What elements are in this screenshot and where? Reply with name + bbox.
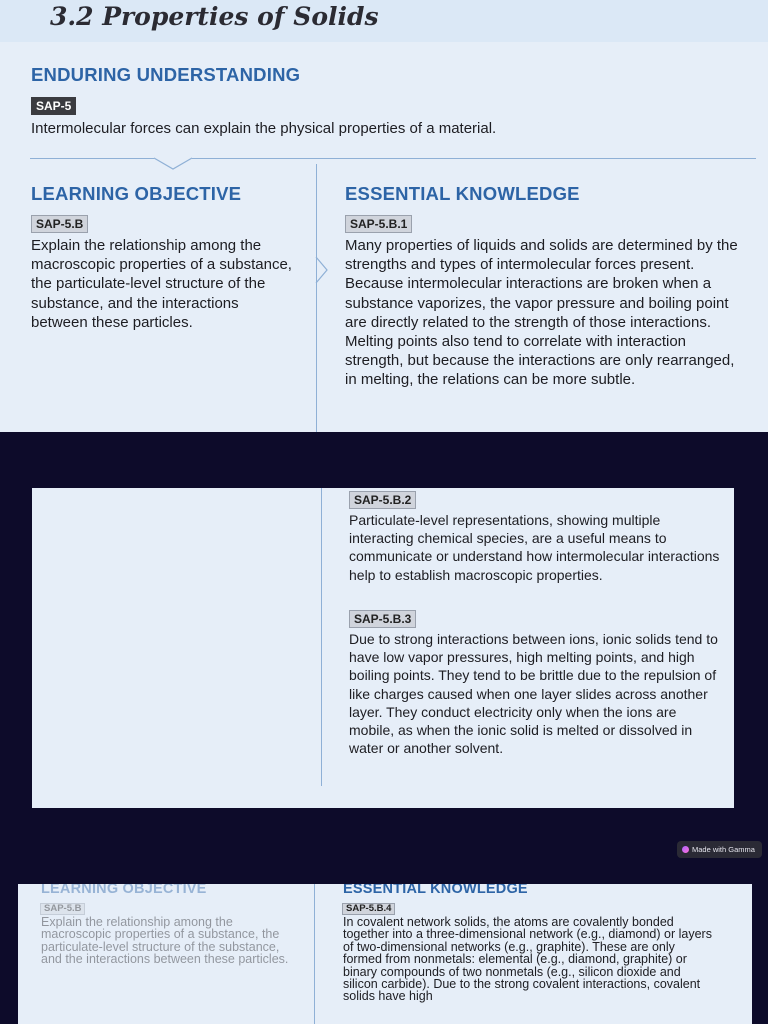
ek-text-4: In covalent network solids, the atoms are covalently bonded together into a three-dimensional network (e.g., diamond) or layers of two-dimensional networks (e.g., graphite). These are only formed from nonmetals: elemental (e.g., diamond, graphite) or binary compounds of two nonmetals (e.g., silicon dioxide and silicon carbide). Due to the strong covalent interactions, covalent solids have high xyxy=(343,915,712,1004)
ek-code-4: SAP-5.B.4 xyxy=(342,903,395,915)
divider-left xyxy=(30,158,154,159)
ek-code-2: SAP-5.B.2 xyxy=(349,491,416,509)
slide-3 xyxy=(18,884,752,1024)
ek-text-2: Particulate-level representations, showing multiple interacting chemical species, are a useful means to communicate or understand how intermolecular interactions help to establish macroscopic properties. xyxy=(349,512,720,583)
learning-objective-text: Explain the relationship among the macroscopic properties of a substance, the particulate-level structure of the substance, and the interactions between these particles. xyxy=(31,237,292,331)
learning-objective-heading: LEARNING OBJECTIVE xyxy=(31,183,242,204)
essential-knowledge-heading-3: ESSENTIAL KNOWLEDGE xyxy=(343,884,528,897)
slide-1 xyxy=(0,0,768,432)
page-title: 3.2 Properties of Solids xyxy=(50,2,379,31)
enduring-text: Intermolecular forces can explain the physical properties of a material. xyxy=(31,120,497,137)
divider-notch xyxy=(150,152,196,172)
learning-objective-heading-3: LEARNING OBJECTIVE xyxy=(41,884,207,897)
divider-right xyxy=(192,158,756,159)
ek-code-3: SAP-5.B.3 xyxy=(349,610,416,628)
learning-objective-code-3: SAP-5.B xyxy=(40,903,85,915)
made-with-gamma-badge[interactable] xyxy=(677,841,762,858)
learning-objective-code: SAP-5.B xyxy=(31,215,88,233)
ek-text-1: Many properties of liquids and solids are determined by the strengths and types of intermolecular forces present. Because intermolecular interactions are broken when a substance vaporizes, the vapor pressure and boiling point are directly related to the strength of those interactions. Melting points also tend to correlate with interaction strength, but because the interactions are only rearranged, in melting, the relations can be more subtle. xyxy=(345,237,738,389)
essential-knowledge-heading: ESSENTIAL KNOWLEDGE xyxy=(345,183,580,204)
column-divider-3 xyxy=(314,884,315,1024)
enduring-understanding-heading: ENDURING UNDERSTANDING xyxy=(31,64,301,85)
column-divider xyxy=(316,164,317,432)
enduring-code-badge: SAP-5 xyxy=(31,97,76,115)
gamma-logo-icon xyxy=(682,846,689,853)
badge-label: Made with Gamma xyxy=(692,845,755,854)
ek-code-1: SAP-5.B.1 xyxy=(345,215,412,233)
column-divider-2 xyxy=(321,488,322,786)
slide-2 xyxy=(32,488,734,808)
column-arrow xyxy=(315,255,331,285)
learning-objective-text-3: Explain the relationship among the macroscopic properties of a substance, the particulate-level structure of the substance, and the interactions between these particles. xyxy=(41,915,289,967)
title-bar xyxy=(0,0,768,42)
ek-text-3: Due to strong interactions between ions, ionic solids tend to have low vapor pressures, high melting points, and high boiling points. They tend to be brittle due to the repulsion of like charges caused when one layer slides across another layer. They conduct electricity only when the ions are mobile, as when the ionic solid is melted or dissolved in water or another solvent. xyxy=(349,631,718,757)
